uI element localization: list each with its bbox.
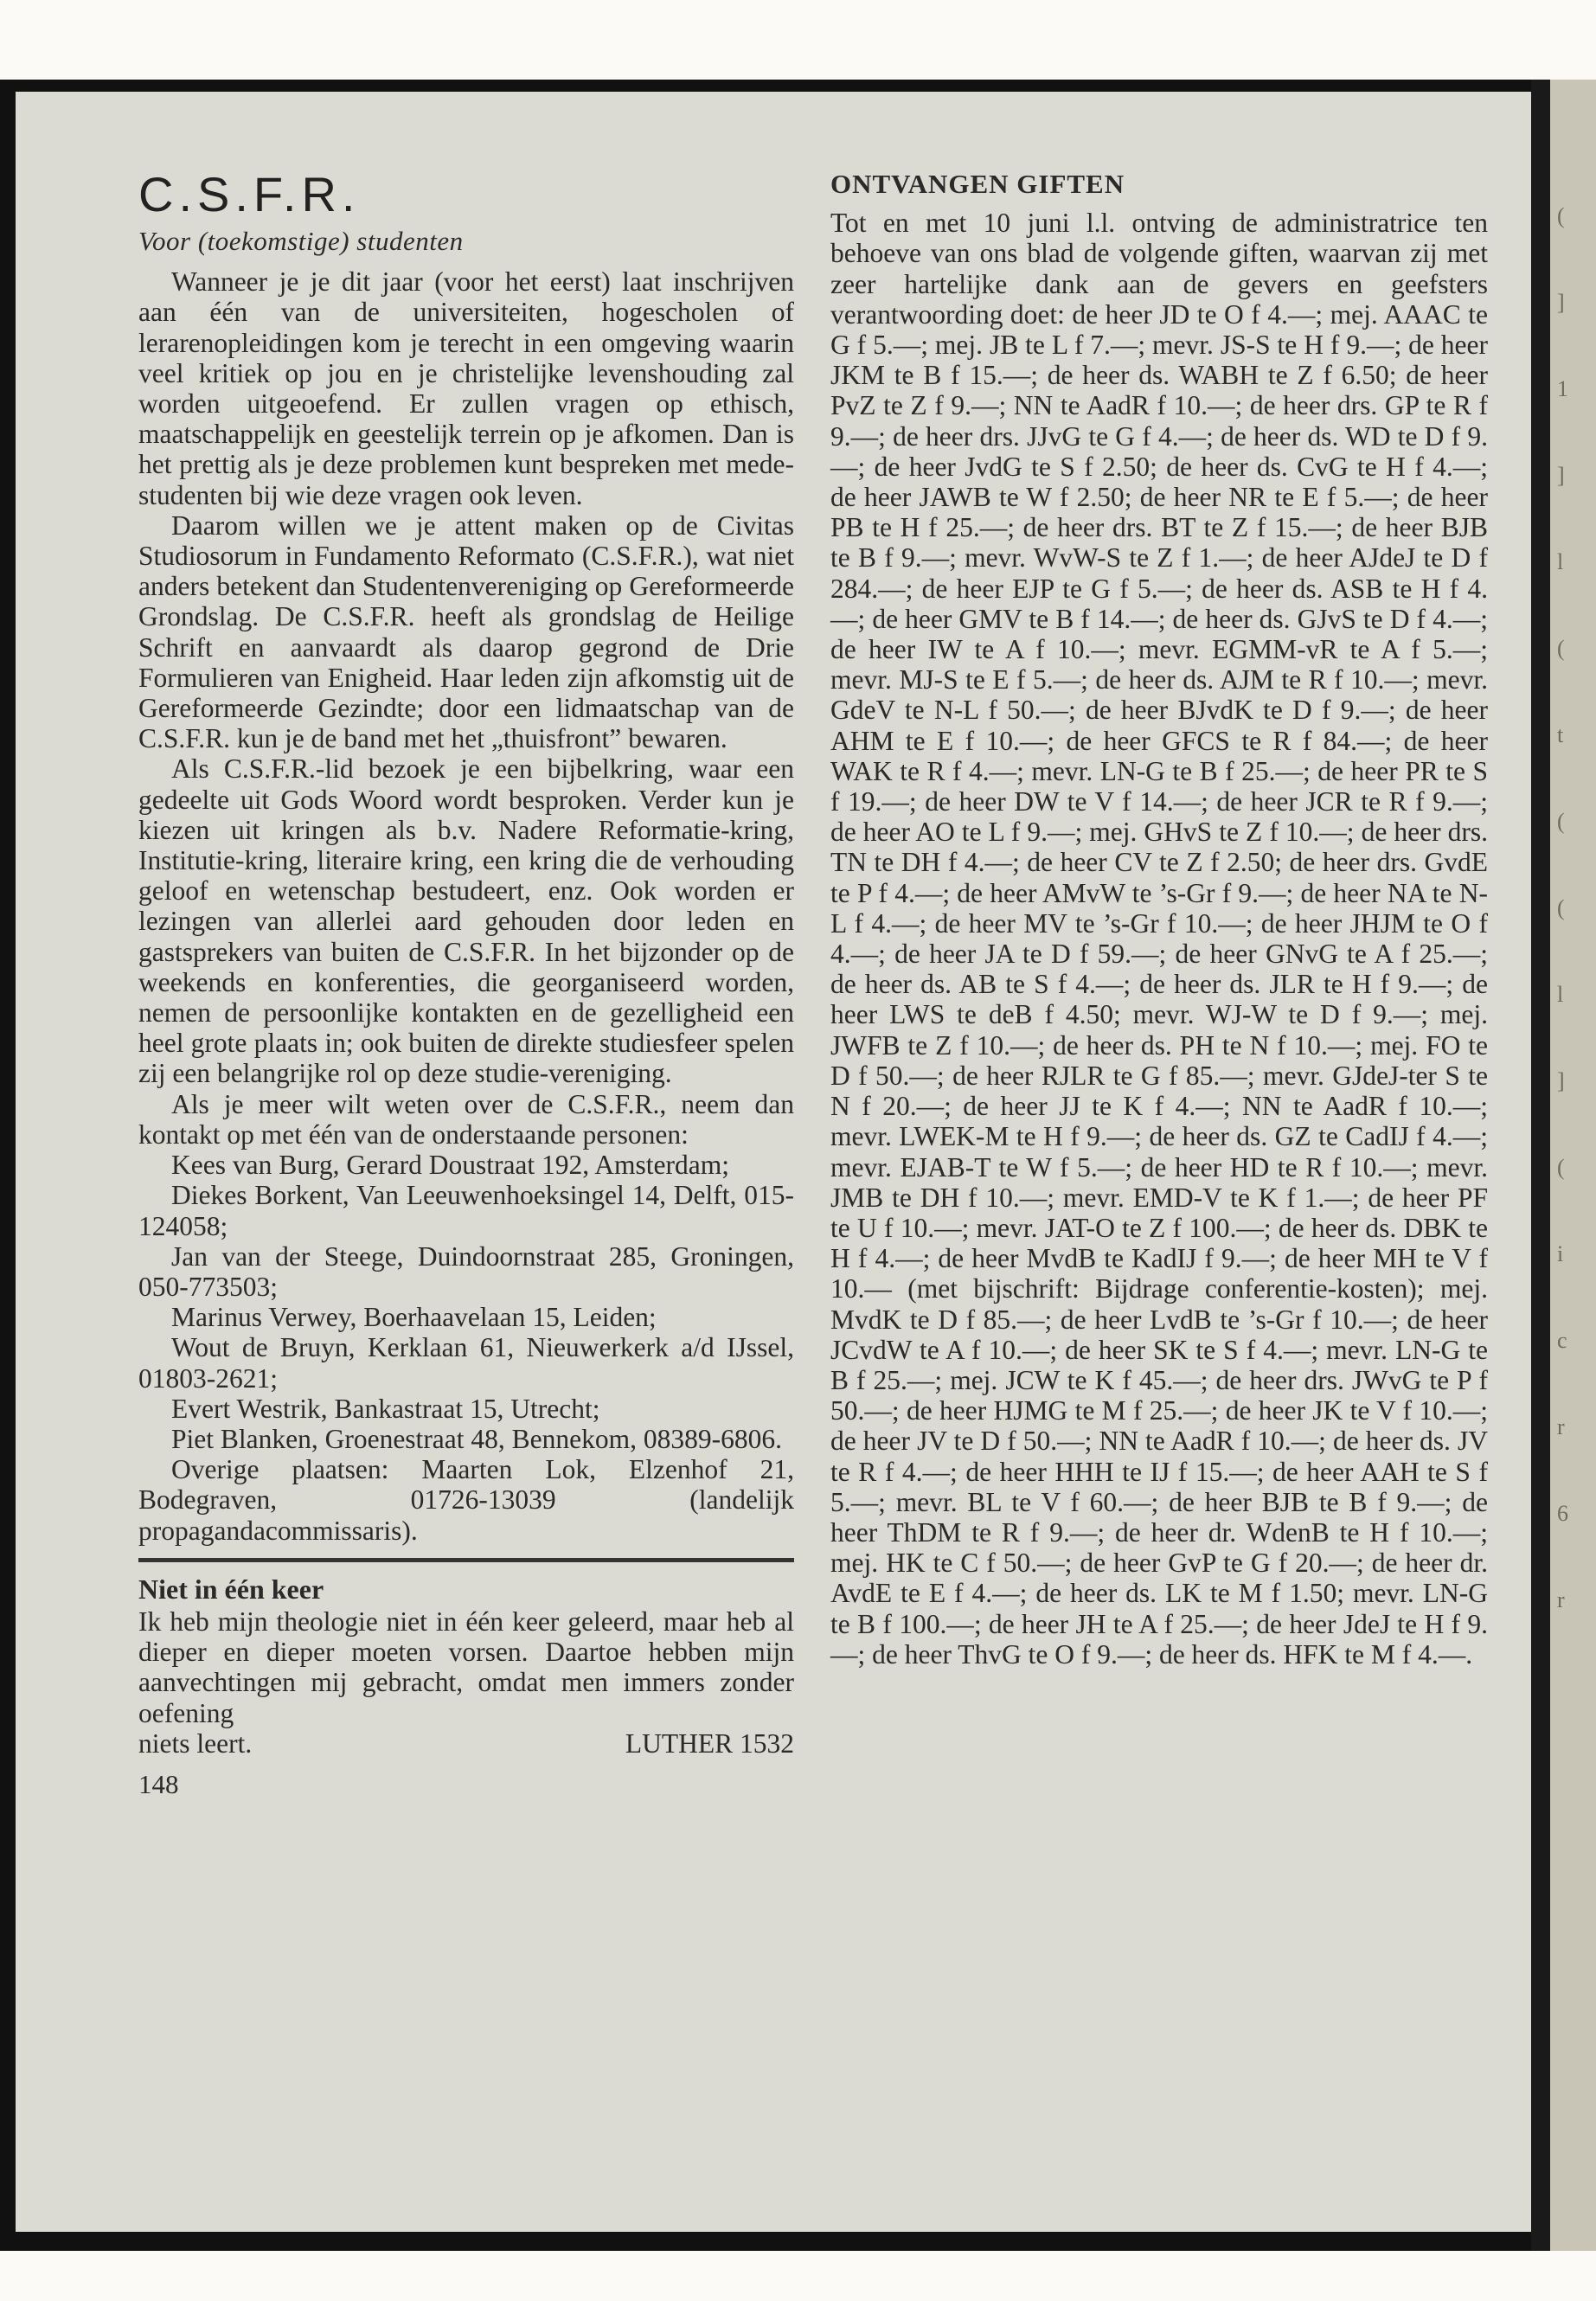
contact-address: Marinus Verwey, Boerhaavelaan 15, Leiden; xyxy=(171,1302,657,1333)
paragraph: Als C.S.F.R.-lid bezoek je een bijbelkring, waar een gedeelte uit Gods Woord wordt besproken. Verder kun je kiezen uit kringen als b.v. Nadere Reformatie-kring, Institutie-kring, literaire kring, een kring die de verhouding geloof en wetenschap bestudeert, enz. Ook worden er lezingen van allerlei aard gehouden door leden en gastsprekers van buiten de C.S.F.R. In het bijzonder op de weekends en konferenties, die georganiseerd worden, nemen de persoonlijke kontakten en de gezelligheid een heel grote plaats in; ook buiten de direkte studiesfeer spelen zij een belangrijke rol op deze studie-vereniging. xyxy=(138,753,794,1089)
gifts-title: ONTVANGEN GIFTEN xyxy=(830,169,1125,199)
quote-title: Niet in één keer xyxy=(138,1573,324,1605)
scan-edge-left xyxy=(0,80,16,2242)
gifts-text: Tot en met 10 juni l.l. ontving de administratrice ten behoeve van ons blad de volgende giften, waarvan zij met zeer hartelijke dank aan de gevers en geefsters verantwoording doet: de heer JD te O f 4.—; mej. AAAC te G f 5.—; mej. JB te L f 7.—; mevr. JS-S te H f 9.—; de heer JKM te B f 15.—; de heer ds. WABH te Z f 6.50; de heer PvZ te Z f 9.—; NN te AadR f 10.—; de heer drs. GP te R f 9.—; de heer drs. JJvG te G f 4.—; de heer ds. WD te D f 9.—; de heer JvdG te S f 2.50; de heer ds. CvG te H f 4.—; de heer JAWB te W f 2.50; de heer NR te E f 5.—; de heer PB te H f 25.—; de heer drs. BT te Z f 15.—; de heer BJB te B f 9.—; mevr. WvW-S te Z f 1.—; de heer AJdeJ te D f 284.—; de heer EJP te G f 5.—; de heer ds. ASB te H f 4.—; de heer GMV te B f 14.—; de heer ds. GJvS te D f 4.—; de heer IW te A f 10.—; mevr. EGMM-vR te A f 5.—; mevr. MJ-S te E f 5.—; de heer ds. AJM te R f 10.—; mevr. GdeV te N-L f 50.—; de heer BJvdK te D f 9.—; de heer AHM te E f 10.—; de heer GFCS te R f 84.—; de heer WAK te R f 4.—; mevr. LN-G te B f 25.—; de heer PR te S f 19.—; de heer DW te V f 14.—; de heer JCR te R f 9.—; de heer AO te L f 9.—; mej. GHvS te Z f 10.—; de heer drs. TN te DH f 4.—; de heer CV te Z f 2.50; de heer drs. GvdE te P f 4.—; de heer AMvW te ’s-Gr f 9.—; de heer NA te N-L f 4.—; de heer MV te ’s-Gr f 10.—; de heer JHJM te O f 4.—; de heer JA te D f 59.—; de heer GNvG te A f 25.—; de heer ds. AB te S f 4.—; de heer ds. JLR te H f 9.—; de heer LWS te deB f 4.50; mevr. WJ-W te D f 9.—; mej. JWFB te Z f 10.—; de heer ds. PH te N f 10.—; mej. FO te D f 50.—; de heer RJLR te G f 85.—; mevr. GJdeJ-ter S te N f 20.—; de heer JJ te K f 4.—; NN te AadR f 10.—; mevr. LWEK-M te H f 9.—; de heer ds. GZ te CadIJ f 4.—; mevr. EJAB-T te W f 5.—; de heer HD te R f 10.—; mevr. JMB te DH f 10.—; mevr. EMD-V te K f 1.—; de heer PF te U f 10.—; mevr. JAT-O te Z f 100.—; de heer ds. DBK te H f 4.—; de heer MvdB te KadIJ f 9.—; de heer MH te V f 10.— (met bijschrift: Bijdrage conferentie-kosten); mej. MvdK te D f 85.—; de heer LvdB te ’s-Gr f 10.—; de heer JCvdW te A f 10.—; de heer SK te S f 4.—; mevr. LN-G te B f 25.—; mej. JCW te K f 45.—; de heer drs. JWvG te P f 50.—; de heer HJMG te M f 25.—; de heer JK te V f 10.—; de heer JV te D f 50.—; NN te AadR f 10.—; de heer ds. JV te R f 4.—; de heer HHH te IJ f 15.—; de heer AAH te S f 5.—; mevr. BL te V f 60.—; de heer BJB te B f 9.—; de heer ThDM te R f 9.—; de heer dr. WdenB te H f 10.—; mej. HK te C f 50.—; de heer GvP te G f 20.—; de heer dr. AvdE te E f 4.—; de heer ds. LK te M f 1.50; mevr. LN-G te B f 100.—; de heer JH te A f 25.—; de heer JdeJ te H f 9.—; de heer ThvG te O f 9.—; de heer ds. HFK te M f 4.—. xyxy=(830,208,1488,1670)
section-divider xyxy=(138,1558,794,1562)
right-column xyxy=(830,169,1488,1670)
scan-edge-top xyxy=(0,80,1596,92)
paragraph: Als je meer wilt weten over de C.S.F.R., neem dan kontakt op met één van de onderstaande personen: xyxy=(138,1088,794,1150)
contact-address: Piet Blanken, Groenestraat 48, Bennekom, 08389-6806. xyxy=(171,1423,782,1454)
contact-list xyxy=(138,1150,794,1546)
contact-address: Diekes Borkent, Van Leeuwenhoeksingel 14, Delft, 015-124058; xyxy=(138,1180,794,1241)
contact-address: Evert Westrik, Bankastraat 15, Utrecht; xyxy=(171,1393,600,1424)
left-column xyxy=(138,169,794,1799)
scan-edge-bottom xyxy=(0,2232,1596,2251)
paragraph: Daarom willen we je attent maken op de Civitas Studiosorum in Fundamento Reformato (C.S.F.R.), wat niet anders betekent dan Studentenvereniging op Gereformeerde Grondslag. De C.S.F.R. heeft als grondslag de Heilige Schrift en aanvaardt als daarop gegrond de Drie Formulieren van Enigheid. Haar leden zijn afkomstig uit de Gereformeerde Gezindte; door een lidmaatschap van de C.S.F.R. kun je de band met het „thuisfront” bewaren. xyxy=(138,510,794,754)
paragraph: Wanneer je je dit jaar (voor het eerst) laat inschrijven aan één van de universiteiten, hogescholen of lerarenopleidingen kom je terecht in een omgeving waarin veel kritiek op jou en je christelijke levenshouding zal worden uitgeoefend. Er zullen vragen op ethisch, maatschappelijk en geestelijk terrein op je afkomen. Dan is het prettig als je deze problemen kunt bespreken met mede-studenten bij wie deze vragen ook leven. xyxy=(138,266,794,510)
contact-address: Kees van Burg, Gerard Doustraat 192, Amsterdam; xyxy=(171,1150,730,1181)
contact-address: Jan van der Steege, Duindoornstraat 285, Groningen, 050-773503; xyxy=(138,1240,794,1302)
quote-author: LUTHER 1532 xyxy=(625,1727,794,1759)
article-subtitle: Voor (toekomstige) studenten xyxy=(138,226,464,256)
quote-final-line xyxy=(138,1728,794,1759)
contact-address: Overige plaatsen: Maarten Lok, Elzenhof 21, Bodegraven, 01726-13039 (landelijk propagandacommissaris). xyxy=(138,1454,794,1546)
contact-address: Wout de Bruyn, Kerklaan 61, Nieuwerkerk a/d IJssel, 01803-2621; xyxy=(138,1332,794,1394)
quote-box xyxy=(138,1574,794,1759)
quote-text: Ik heb mijn theologie niet in één keer geleerd, maar heb al dieper en dieper moeten vorsen. Daartoe hebben mijn aanvechtingen mij gebracht, omdat men immers zonder oefening xyxy=(138,1606,794,1728)
facing-page-glyphs: ( ] 1 ] l ( t ( ( l ] ( i c r 6 r xyxy=(1557,203,1568,1612)
book-spine xyxy=(1531,80,1550,2251)
page-number: 148 xyxy=(138,1768,179,1799)
quote-last-words: niets leert. xyxy=(138,1727,253,1759)
article-title: C.S.F.R. xyxy=(138,167,361,221)
